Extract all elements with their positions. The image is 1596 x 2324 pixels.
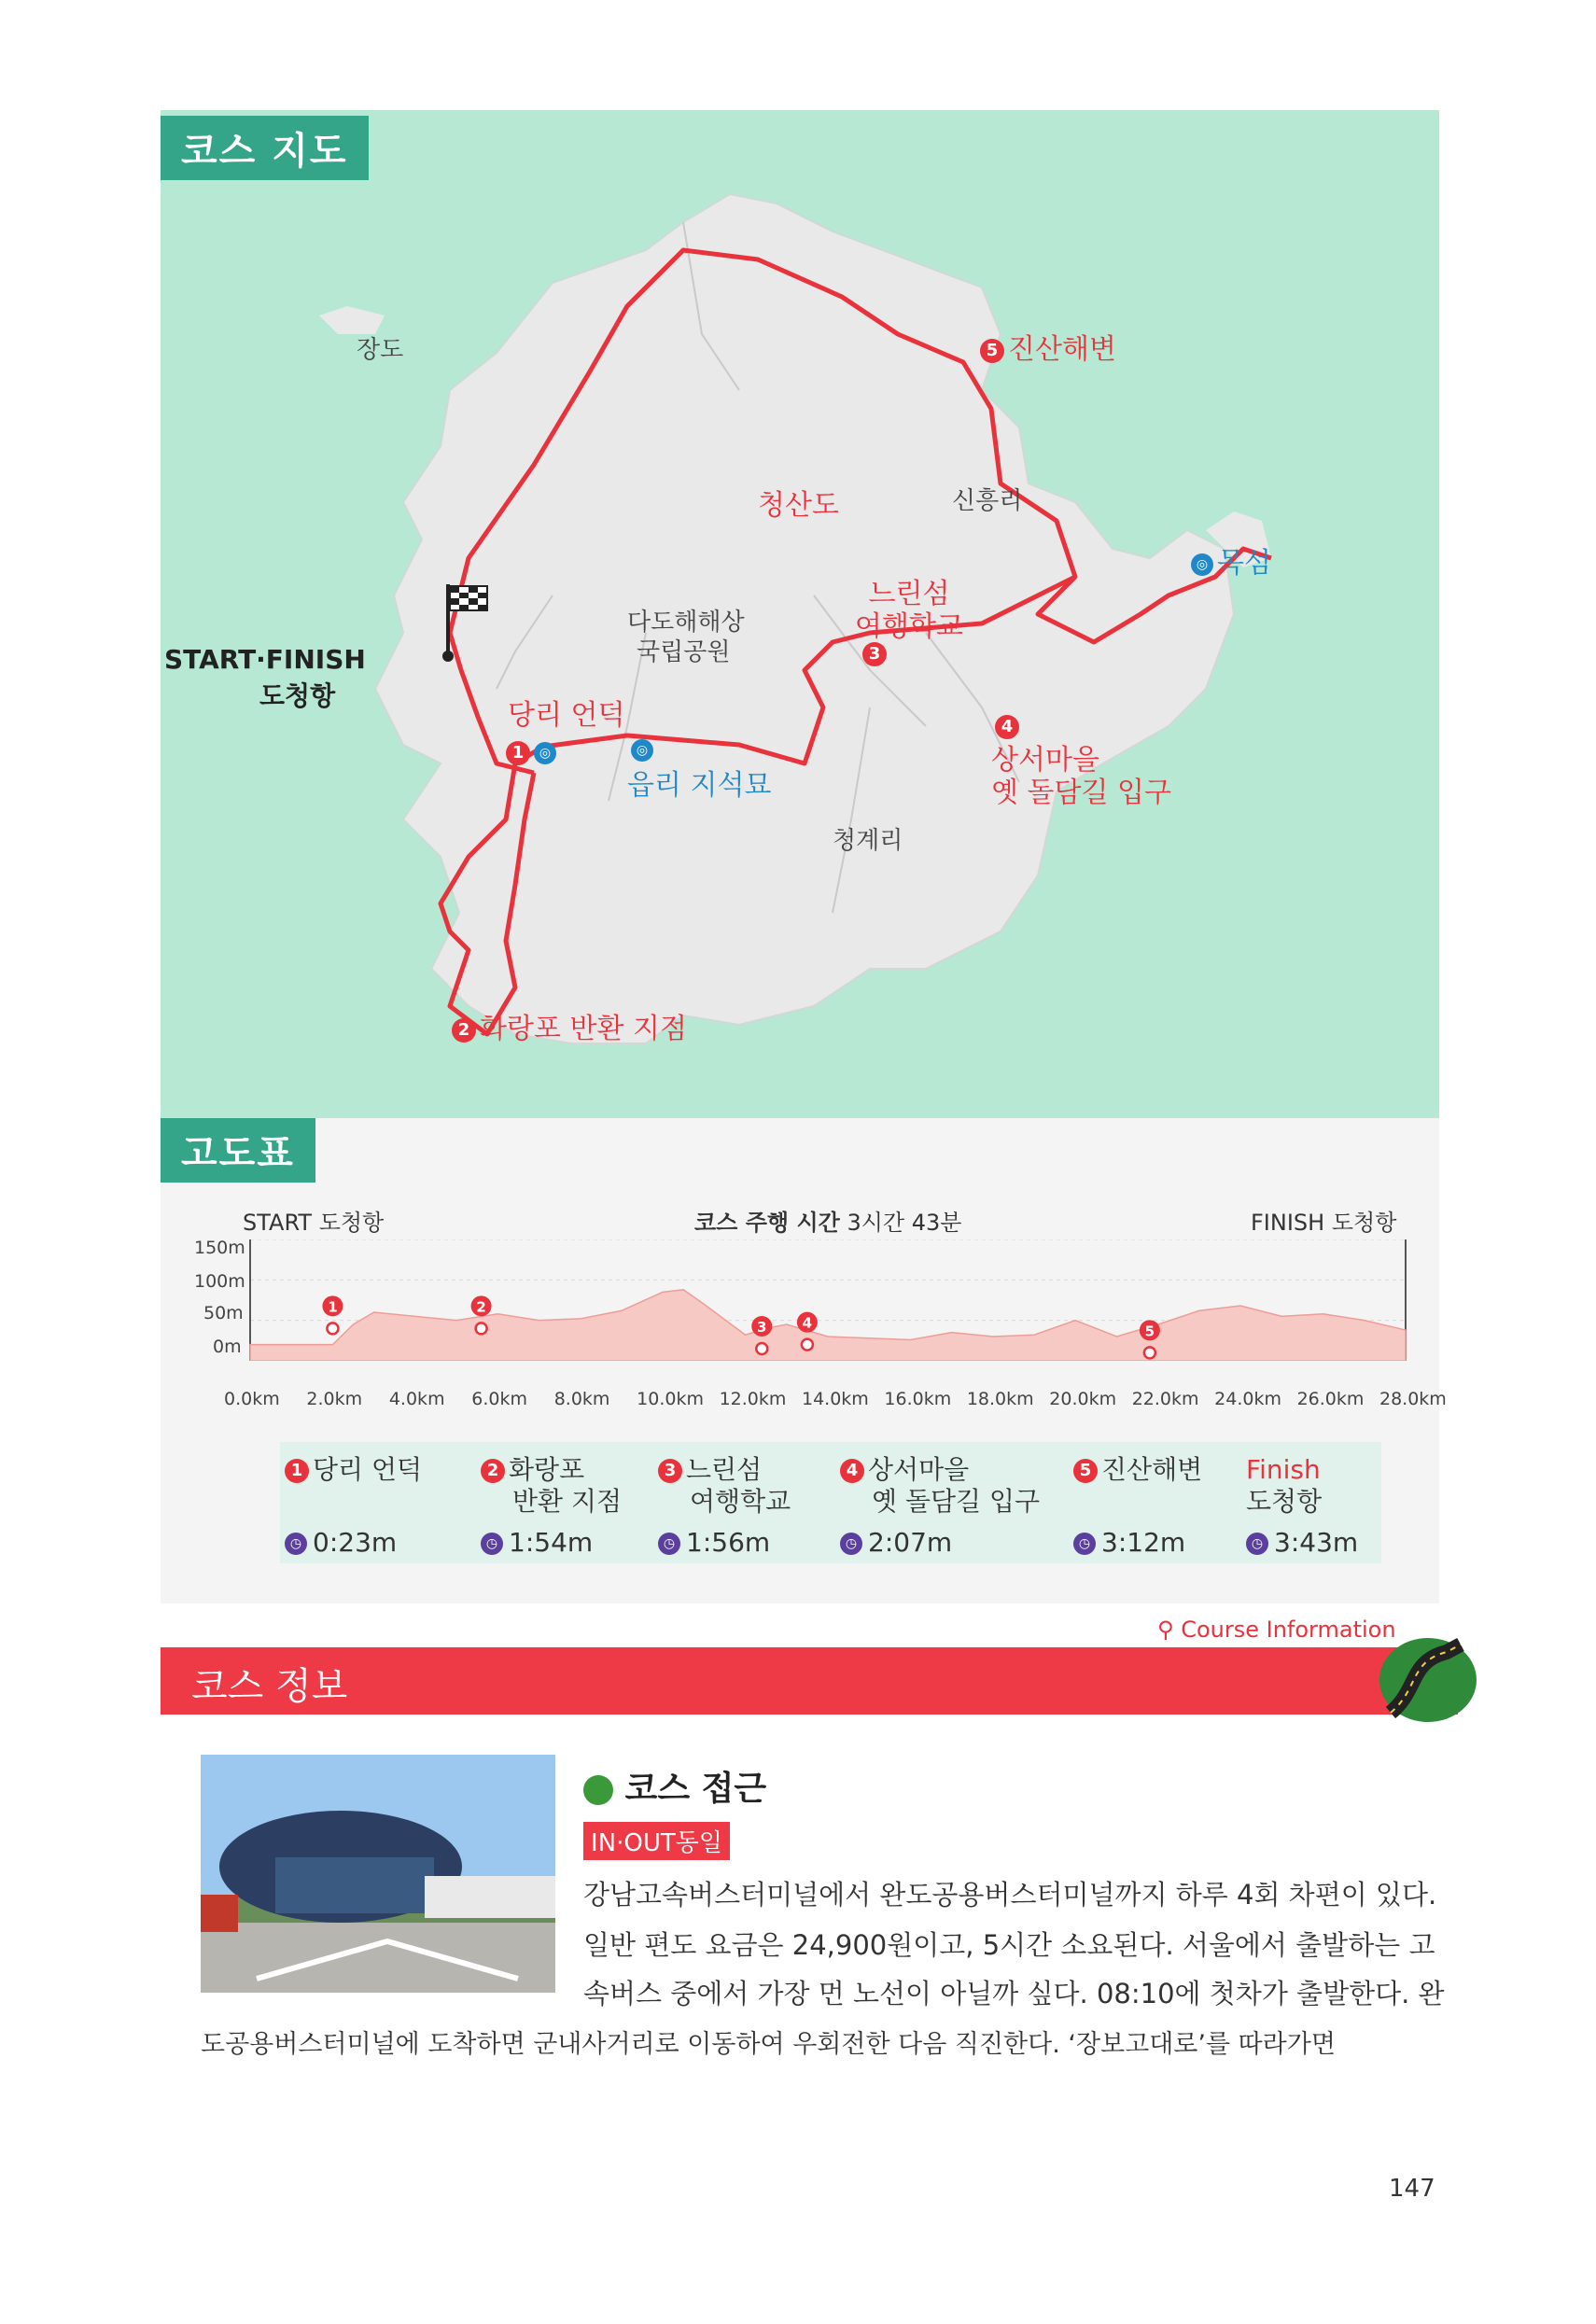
access-heading: 코스 접근 (583, 1762, 766, 1810)
clock-icon: ◷ (658, 1533, 680, 1555)
label-start-finish: START·FINISH (164, 644, 366, 675)
checkpoint-number-icon: 3 (658, 1459, 682, 1483)
elev-finish: FINISH 도청항 (1251, 1210, 1397, 1236)
clock-icon: ◷ (840, 1533, 862, 1555)
course-info-brand: ⚲ Course Information (1157, 1617, 1396, 1643)
road-icon (583, 1775, 613, 1805)
checkpoint-title-line1: 진산해변 (1101, 1454, 1203, 1485)
elev-course-time: 코스 주행 시간 3시간 43분 (694, 1210, 962, 1236)
checkpoint-title (1073, 1454, 1202, 1486)
x-tick: 28.0km (1379, 1389, 1447, 1409)
x-tick: 10.0km (637, 1389, 704, 1409)
checkpoint-title-line1: 느린섬 (686, 1454, 763, 1485)
x-tick: 12.0km (719, 1389, 787, 1409)
poi-sangseo-village: 상서마을 옛 돌담길 입구 (991, 744, 1171, 809)
x-tick: 20.0km (1049, 1389, 1117, 1409)
label-park-1: 다도해해상 (627, 609, 745, 637)
elevation-marker-point (476, 1323, 487, 1334)
elevation-marker-point (1144, 1347, 1155, 1358)
y-tick: 50m (203, 1303, 244, 1323)
poi-hwarangpo: 2 화랑포 반환 지점 (452, 1014, 687, 1046)
course-map (161, 110, 1439, 1118)
checkpoint-title-line2: 여행학교 (690, 1485, 791, 1517)
checkpoint-number-icon: 4 (840, 1459, 864, 1483)
elevation-marker-label: 5 (1144, 1323, 1155, 1340)
x-tick: 4.0km (388, 1389, 445, 1409)
elevation-marker-point (756, 1343, 767, 1354)
checkpoint-time (1073, 1527, 1185, 1558)
y-tick: 0m (213, 1337, 242, 1357)
camera-icon: ◎ (1191, 553, 1213, 576)
label-sinheungri: 신흥리 (952, 487, 1023, 515)
x-tick: 6.0km (471, 1389, 528, 1409)
checkpoint-title (658, 1454, 791, 1517)
marker-2-icon: 2 (452, 1018, 476, 1043)
y-tick: 150m (194, 1238, 245, 1258)
clock-icon: ◷ (481, 1533, 503, 1555)
course-info-title: 코스 정보 (191, 1665, 348, 1708)
x-tick: 2.0km (306, 1389, 363, 1409)
course-info-banner (161, 1647, 1458, 1715)
checkpoint-panel (280, 1442, 1381, 1563)
body-line-1: 강남고속버스터미널에서 완도공용버스터미널까지 하루 4회 차편이 있다. (583, 1879, 1437, 1911)
body-line-3: 속버스 중에서 가장 먼 노선이 아닐까 싶다. 08:10에 첫차가 출발한다. 완 (583, 1978, 1445, 2009)
map-illustration (161, 110, 1439, 1118)
checkpoint-time (840, 1527, 952, 1558)
checkpoint-time (1246, 1527, 1358, 1558)
label-cheonggyeri: 청계리 (833, 827, 903, 855)
clock-icon: ◷ (1073, 1533, 1096, 1555)
poi-slow-island-school: 느린섬 여행학교 (855, 578, 963, 643)
elevation-chart (245, 1239, 1411, 1361)
island-shape (375, 194, 1234, 1043)
checkpoint-title-line2: 반환 지점 (512, 1485, 623, 1517)
camera-icon: ◎ (534, 742, 556, 764)
elevation-marker-point (802, 1339, 813, 1351)
road-badge-icon (1372, 1624, 1484, 1727)
label-jangdo: 장도 (357, 336, 404, 364)
elevation-section-tag: 고도표 (161, 1118, 315, 1183)
y-tick: 100m (194, 1271, 245, 1292)
camera-icon: ◎ (631, 739, 653, 762)
bus-terminal-photo (201, 1755, 555, 1993)
checkpoint-title-line1: Finish (1246, 1454, 1321, 1485)
x-tick: 8.0km (553, 1389, 610, 1409)
checkpoint-time (285, 1527, 397, 1558)
elevation-area (250, 1290, 1406, 1361)
checkpoint-time-value: 2:07m (868, 1527, 953, 1558)
marker-3-icon: 3 (862, 642, 887, 666)
checkpoint-title-line1: 상서마을 (868, 1454, 970, 1485)
checkpoint-title (1246, 1454, 1322, 1517)
checkpoint-title (840, 1454, 1040, 1517)
clock-icon: ◷ (1246, 1533, 1268, 1555)
x-tick: 18.0km (966, 1389, 1034, 1409)
marker-4-icon: 4 (995, 715, 1019, 739)
checkpoint-number-icon: 5 (1073, 1459, 1098, 1483)
bicycle-icon: ⚲ (1157, 1617, 1174, 1643)
page-number: 147 (1389, 2175, 1435, 2203)
poi-eupri-dolmen: 읍리 지석묘 (627, 769, 772, 802)
x-tick: 14.0km (802, 1389, 869, 1409)
body-line-4: 도공용버스터미널에 도착하면 군내사거리로 이동하여 우회전한 다음 직진한다. ‘장보고대로’를 따라가면 (201, 2030, 1336, 2059)
checkpoint-title-line1: 화랑포 (509, 1454, 585, 1485)
marker-5-icon: 5 (980, 339, 1004, 363)
poi-mokseom: ◎ 목섬 (1191, 539, 1271, 581)
label-park-2: 국립공원 (637, 638, 731, 666)
label-island-name: 청산도 (758, 489, 839, 522)
x-tick: 22.0km (1131, 1389, 1199, 1409)
elevation-marker-point (327, 1323, 338, 1334)
checkpoint-title (285, 1454, 422, 1486)
x-tick: 24.0km (1214, 1389, 1281, 1409)
x-tick: 0.0km (224, 1389, 280, 1409)
x-tick: 16.0km (884, 1389, 952, 1409)
body-line-2: 일반 편도 요금은 24,900원이고, 5시간 소요된다. 서울에서 출발하는 고 (583, 1929, 1435, 1961)
elev-start: START 도청항 (243, 1210, 385, 1236)
x-tick: 26.0km (1296, 1389, 1365, 1409)
checkpoint-time-value: 3:12m (1101, 1527, 1186, 1558)
poi-jinsan-beach: 5 진산해변 (980, 334, 1116, 367)
elevation-marker-label: 3 (757, 1319, 767, 1336)
checkpoint-time-value: 1:54m (509, 1527, 594, 1558)
clock-icon: ◷ (285, 1533, 307, 1555)
checkpoint-title (481, 1454, 622, 1517)
in-out-badge: IN·OUT동일 (583, 1822, 730, 1860)
poi-dangri-hill: 당리 언덕 (508, 699, 625, 732)
checkpoint-time-value: 3:43m (1274, 1527, 1359, 1558)
checkpoint-number-icon: 1 (285, 1459, 309, 1483)
checkpoint-time (481, 1527, 593, 1558)
checkpoint-title-line1: 당리 언덕 (313, 1454, 423, 1485)
checkpoint-number-icon: 2 (481, 1459, 505, 1483)
checkpoint-title-line2: 옛 돌담길 입구 (872, 1485, 1041, 1517)
checkpoint-time-value: 0:23m (313, 1527, 398, 1558)
elevation-marker-label: 1 (328, 1298, 338, 1316)
elevation-marker-label: 4 (802, 1314, 813, 1332)
elevation-marker-label: 2 (476, 1298, 486, 1316)
label-port: 도청항 (259, 680, 336, 711)
checkpoint-time-value: 1:56m (686, 1527, 771, 1558)
checkpoint-title-line2: 도청항 (1246, 1485, 1323, 1517)
checkpoint-time (658, 1527, 770, 1558)
map-section-tag: 코스 지도 (161, 116, 369, 180)
marker-1-icon: 1 (506, 741, 530, 765)
